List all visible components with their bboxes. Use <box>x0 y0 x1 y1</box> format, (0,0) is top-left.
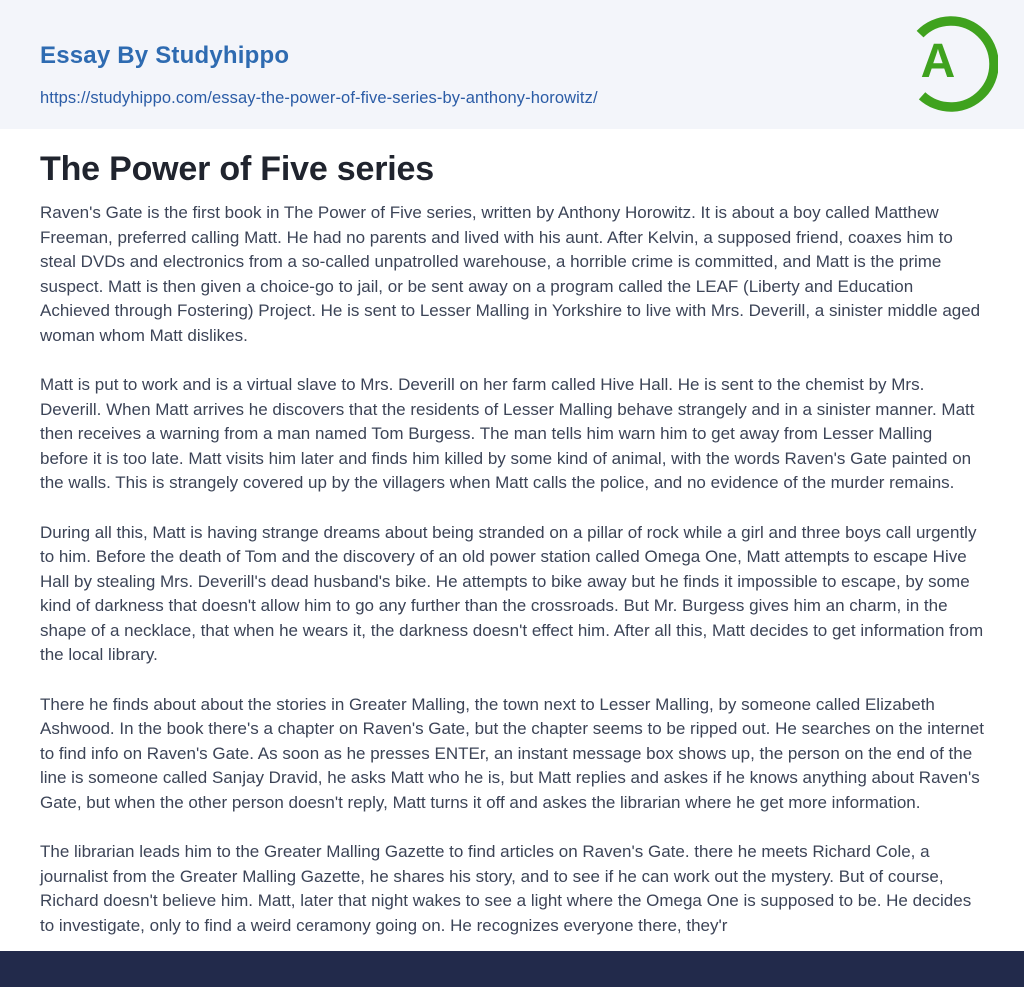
logo-arc-icon <box>898 14 998 114</box>
essay-title: The Power of Five series <box>40 150 434 188</box>
page-break-bar <box>0 951 1024 987</box>
page-header <box>0 0 1024 129</box>
essay-paragraph-3: During all this, Matt is having strange dreams about being stranded on a pillar of rock while a girl and three boys call urgently to him. Before the death of Tom and the discovery of an old power station called Omega One, Matt attempts to escape Hive Hall by stealing Mrs. Deverill's dead husband's bike. He attempts to bike away but he finds it impossible to escape, by some kind of darkness that doesn't allow him to go any further than the crossroads. But Mr. Burgess gives him an charm, in the shape of a necklace, that when he wears it, the darkness doesn't effect him. After all this, Matt decides to get information from the local library. <box>40 522 984 664</box>
essay-paragraph-2: Matt is put to work and is a virtual slave to Mrs. Deverill on her farm called Hive Hall. He is sent to the chemist by Mrs. Deverill. When Matt arrives he discovers that the residents of Lesser Malling behave strangely and in a sinister manner. Matt then receives a warning from a man named Tom Burgess. The man tells him warn him to get away from Lesser Malling before it is too late. Matt visits him later and finds him killed by some kind of animal, with the words Raven's Gate painted on the walls. This is strangely covered up by the villagers when Matt calls the police, and no evidence of the murder remains. <box>40 375 975 492</box>
essay-content <box>0 150 1024 938</box>
page-url-link[interactable]: https://studyhippo.com/essay-the-power-of-five-series-by-anthony-horowitz/ <box>40 89 598 107</box>
essay-paragraph-4: There he finds about about the stories in Greater Malling, the town next to Lesser Malling, by someone called Elizabeth Ashwood. In the book there's a chapter on Raven's Gate, but the chapter seems to be ripped out. He searches on the internet to find info on Raven's Gate. As soon as he presses ENTEr, an instant message box shows up, the person on the end of the line is someone called Sanjay Dravid, he asks Matt who he is, but Matt replies and askes if he knows anything about Raven's Gate, but when the other person doesn't reply, Matt turns it off and askes the librarian where he get more information. <box>40 694 984 812</box>
essay-paragraph-5: The librarian leads him to the Greater Malling Gazette to find articles on Raven's Gate. there he meets Richard Cole, a journalist from the Greater Malling Gazette, he shares his story, and to see if he can work out the mystery. But of course, Richard doesn't believe him. Matt, later that night wakes to see a light where the Omega One is supposed to be. He decides to investigate, only to find a weird ceramony going on. He recognizes everyone there, they'r <box>40 842 972 935</box>
logo-letter: A <box>920 35 956 88</box>
essay-paragraph-1: Raven's Gate is the first book in The Power of Five series, written by Anthony Horowitz. It is about a boy called Matthew Freeman, preferred calling Matt. He had no parents and lived with his aunt. After Kelvin, a supposed friend, coaxes him to steal DVDs and electronics from a so-called unpatrolled warehouse, a horrible crime is committed, and Matt is the prime suspect. Matt is then given a choice-go to jail, or be sent away on a program called the LEAF (Liberty and Education Achieved through Fostering) Project. He is sent to Lesser Malling in Yorkshire to live with Mrs. Deverill, a sinister middle aged woman whom Matt dislikes. <box>40 203 981 345</box>
studyhippo-logo[interactable] <box>898 14 998 114</box>
header-text-block <box>40 42 1024 108</box>
site-title: Essay By Studyhippo <box>40 42 290 69</box>
